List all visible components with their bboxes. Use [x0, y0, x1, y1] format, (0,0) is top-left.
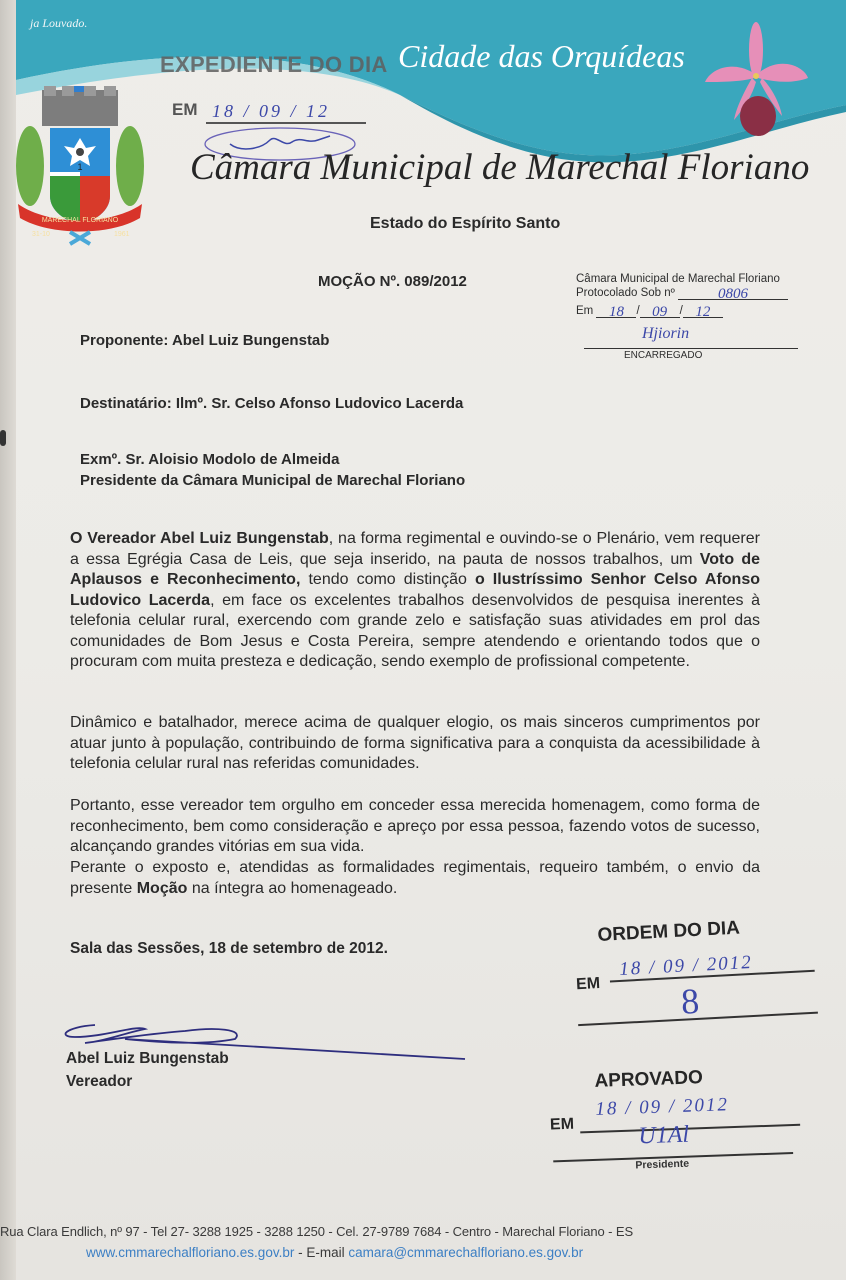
paragraph-1 [70, 529, 760, 673]
signer-role: Vereador [66, 1073, 133, 1090]
motion-number: MOÇÃO Nº. 089/2012 [318, 273, 467, 290]
protocol-year: 12 [683, 306, 723, 318]
expediente-em-label: EM [172, 100, 198, 119]
recipient: Destinatário: Ilmº. Sr. Celso Afonso Ludovico Lacerda [80, 395, 464, 412]
aprovado-date: 18 / 09 / 2012 [579, 1088, 800, 1134]
protocol-stamp: Câmara Municipal de Marechal Floriano Protocolado Sob nº 0806 Em 18 / 09 / 12 Hjiorin ENCARREGADO [576, 273, 816, 351]
expediente-stamp-title: EXPEDIENTE DO DIA [160, 52, 388, 77]
protocol-role: ENCARREGADO [624, 350, 703, 361]
protocol-signature: Hjiorin [642, 325, 690, 342]
coat-of-arms-logo [10, 86, 150, 246]
addressee-title: Presidente da Câmara Municipal de Marechal Floriano [80, 472, 466, 489]
protocol-month: 09 [640, 306, 680, 318]
proponent: Proponente: Abel Luiz Bungenstab [80, 332, 330, 349]
p1-text-3: , em face os excelentes trabalhos desenvolvidos de pesquisa inerentes à telefonia celular rural, exercendo com grande zelo e satisfação suas atividades em prol das comunidades de Bom Jesus e Costa Pereira, sempre atendendo e orientando todos que o procuram com muita presteza e dedicação, sendo exemplo de profissional competente. [70, 591, 760, 670]
ordem-em-label: EM [575, 974, 601, 994]
state-name: Estado do Espírito Santo [370, 215, 561, 232]
paragraph-2: Dinâmico e batalhador, merece acima de qualquer elogio, os mais sinceros cumprimentos por atuar junto à população, contribuindo de forma significativa para a conquista da acessibilidade à telefonia celular rural nas referidas comunidades. [70, 714, 760, 772]
svg-text:1: 1 [77, 162, 83, 172]
aprovado-em-label: EM [549, 1115, 575, 1134]
p4-text-2: na íntegra ao homenageado. [187, 879, 398, 897]
footer-contact [86, 1245, 826, 1260]
protocol-day: 18 [596, 306, 636, 318]
footer-address: Rua Clara Endlich, nº 97 - Tel 27- 3288 1925 - 3288 1250 - Cel. 27-9789 7684 - Centro - Marechal Floriano - ES [0, 1224, 634, 1239]
header-motto: ja Louvado. [30, 16, 88, 30]
ordem-date: 18 / 09 / 2012 [609, 944, 815, 983]
email-link[interactable]: camara@cmmarechalfloriano.es.gov.br [348, 1245, 584, 1260]
aprovado-role: Presidente [635, 1157, 690, 1172]
addressee-name: Exmº. Sr. Aloisio Modolo de Almeida [80, 451, 340, 468]
binder-mark [0, 430, 6, 446]
p1-bold-1: O Vereador Abel Luiz Bungenstab [70, 530, 329, 547]
signer-name: Abel Luiz Bungenstab [66, 1050, 229, 1067]
aprovado-title: APROVADO [594, 1067, 704, 1092]
city-slogan: Cidade das Orquídeas [398, 38, 685, 74]
p1-bold-2: Voto de Aplausos e Reconhecimento, [70, 550, 761, 588]
p4-bold: Moção [136, 879, 188, 897]
protocol-number: 0806 [678, 288, 788, 300]
paragraph-3: Portanto, esse vereador tem orgulho em conceder essa merecida homenagem, como forma de reconhecimento, bem como consideração e apreço por essa pessoa, fazendo votos de sucesso, alcançando grandes vitórias em sua vida. [70, 797, 760, 855]
website-link[interactable]: www.cmmarechalfloriano.es.gov.br [86, 1245, 295, 1260]
p1-bold-3: o Ilustríssimo Senhor Celso Afonso Ludovico Lacerda [70, 571, 760, 609]
closing-line: Sala das Sessões, 18 de setembro de 2012. [70, 940, 388, 957]
protocol-label: Protocolado Sob nº [576, 287, 675, 299]
ordem-title: ORDEM DO DIA [596, 917, 741, 947]
p4-text-1: Perante o exposto e, atendidas as formalidades regimentais, requeiro também, o envio da presente [70, 859, 760, 897]
aprovado-stamp [546, 1063, 810, 1182]
paragraph-4 [70, 858, 760, 899]
orchid-icon [700, 20, 810, 140]
protocol-chamber: Câmara Municipal de Marechal Floriano [576, 273, 780, 285]
crest-banner-text: MARECHAL FLORIANO [41, 217, 119, 224]
chamber-title: Câmara Municipal de Marechal Floriano [190, 147, 810, 188]
p1-text-1: , na forma regimental e ouvindo-se o Plenário, vem requerer a essa Egrégia Casa de Leis, que seja inserido, na pauta de nossos trabalhos, um [70, 530, 760, 568]
crest-left-date: 31-10 [32, 231, 50, 238]
crest-right-date: 1961 [114, 231, 130, 238]
ordem-do-dia-stamp [567, 914, 823, 1047]
email-label: - E-mail [294, 1245, 349, 1260]
p1-text-2: tendo como distinção [300, 571, 475, 588]
aprovado-signature: U1Al [637, 1121, 690, 1150]
ordem-signature: 8 [680, 980, 701, 1022]
protocol-em-label: Em [576, 305, 594, 317]
expediente-date: 18 / 09 / 12 [206, 100, 366, 124]
